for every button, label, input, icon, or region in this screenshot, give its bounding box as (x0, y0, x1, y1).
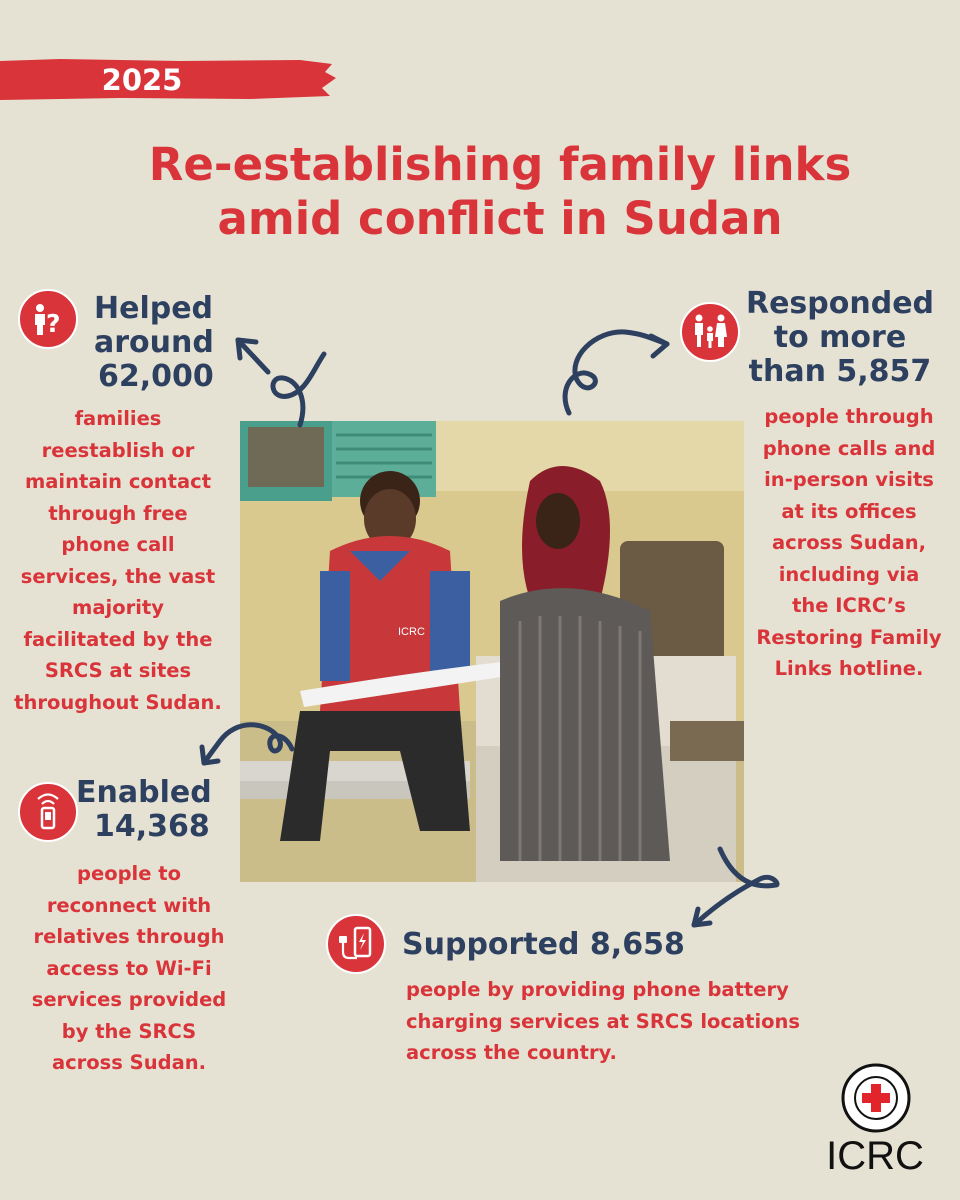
arrow-to-enabled (196, 715, 306, 775)
helped-heading: Helped around 62,000 (94, 291, 214, 394)
responded-description: people through phone calls and in-person visits at its offices across Sudan, including via the ICRC’s Restoring Family Links hotline. (756, 405, 942, 680)
helped-description: families reestablish or maintain contact through free phone call services, the vast majority facilitated by the SRCS at sites throughout Sudan. (14, 407, 222, 714)
family-icon (680, 302, 740, 362)
icrc-wordmark: ICRC (826, 1134, 924, 1178)
arrow-to-supported (680, 845, 790, 935)
arrow-to-helped (228, 330, 338, 430)
vest-label: ICRC (398, 626, 425, 638)
supported-description: people by providing phone battery charging services at SRCS locations across the country. (406, 978, 801, 1064)
responded-heading: Responded to more than 5,857 (745, 286, 935, 389)
arrow-to-responded (555, 318, 685, 418)
supported-heading: Supported 8,658 (402, 927, 685, 962)
enabled-heading: Enabled 14,368 (76, 775, 212, 844)
wifi-phone-icon (18, 782, 78, 842)
svg-text:?: ? (46, 309, 61, 338)
person-question-icon (18, 289, 78, 349)
enabled-description: people to reconnect with relatives through access to Wi-Fi services provided by the SRCS across Sudan. (31, 862, 227, 1074)
year-label: 2025 (101, 63, 183, 97)
phone-charging-icon (326, 914, 386, 974)
page-title: Re-establishing family links amid conflict in Sudan (148, 138, 852, 245)
icrc-emblem-icon (840, 1062, 912, 1134)
field-photo (240, 421, 744, 882)
